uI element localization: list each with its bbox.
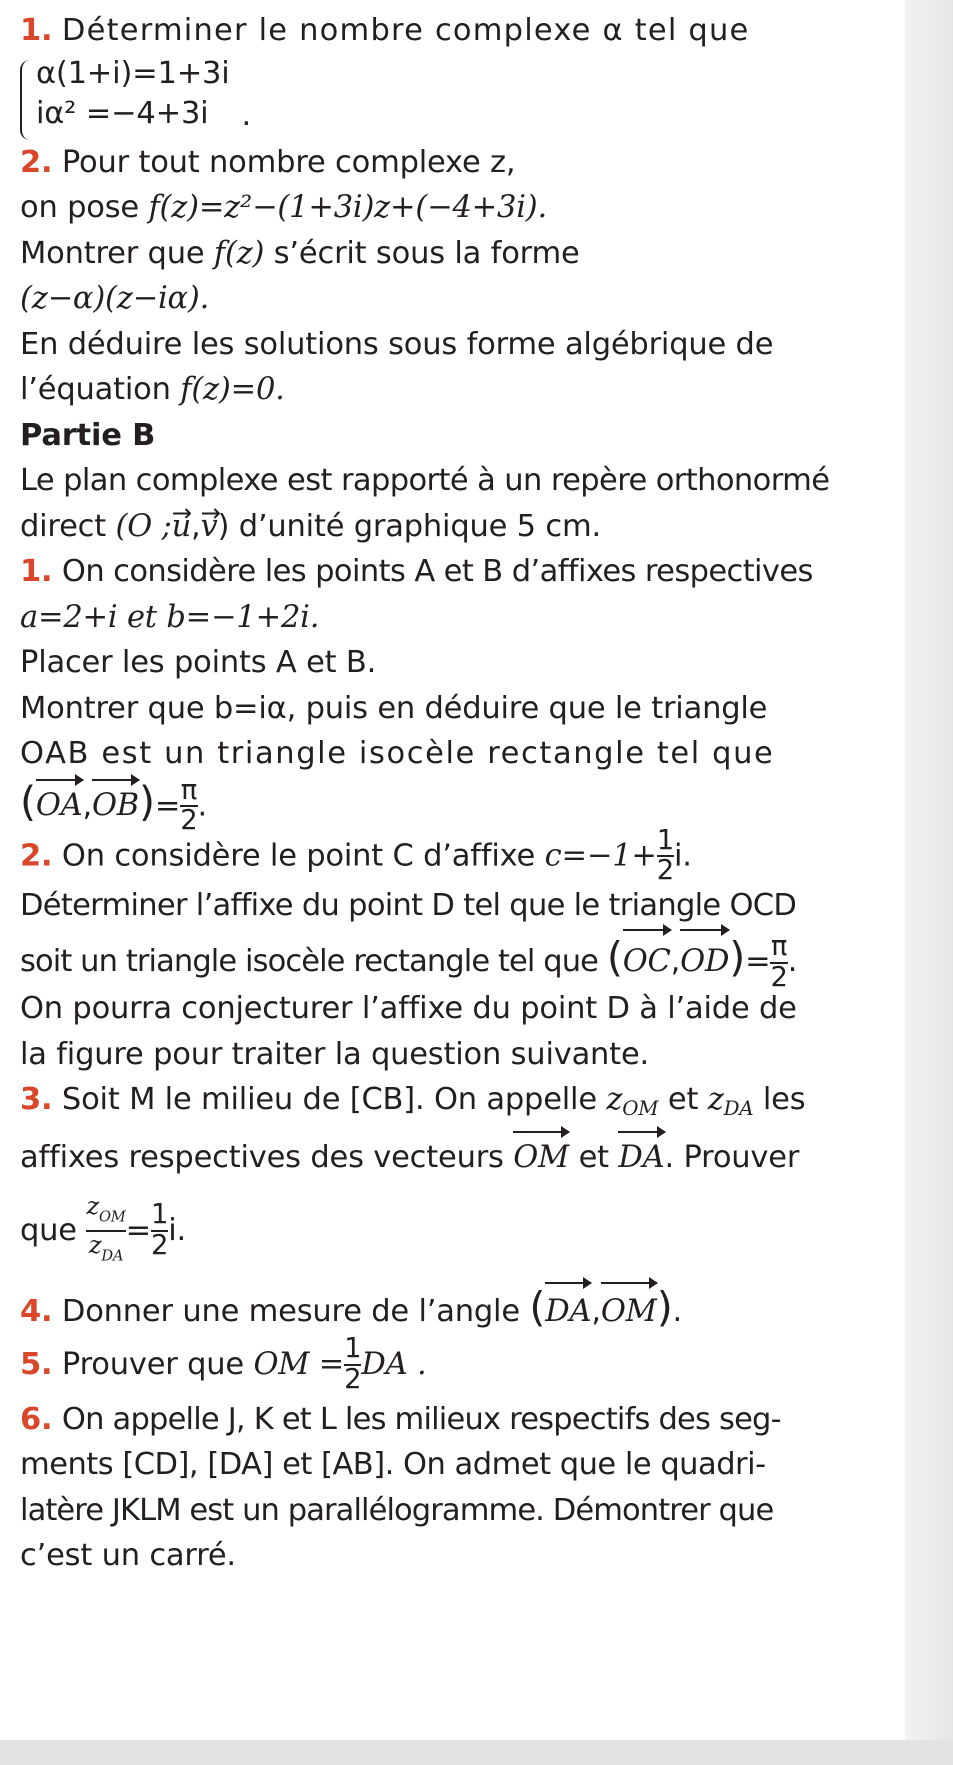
numerator: 1 <box>344 1333 362 1365</box>
text-line <box>20 504 890 550</box>
formula: z <box>606 1082 623 1117</box>
text-line <box>20 322 890 368</box>
text-line <box>20 731 890 777</box>
question-number: 1. <box>20 554 53 589</box>
text: En déduire les solutions sous forme algébrique de <box>20 326 774 362</box>
question-text: On considère les points A et B d’affixes respectives <box>61 554 813 589</box>
question-b3 <box>20 1077 890 1131</box>
text: . Prouver <box>664 1140 800 1175</box>
system-rows <box>36 54 230 134</box>
fraction <box>656 824 675 887</box>
numerator: $z_{OM}$ <box>86 1191 126 1226</box>
text: Montrer que b=iα, puis en déduire que le triangle <box>20 690 768 726</box>
formula: a=2+i et b=−1+2i. <box>20 599 320 635</box>
text: i. <box>168 1212 186 1248</box>
question-text: On appelle J, K et L les milieux respectifs des seg- <box>61 1401 781 1437</box>
vector-DA: DA <box>545 1282 591 1338</box>
text-line <box>20 686 890 732</box>
text: soit un triangle isocèle rectangle tel que <box>20 944 607 979</box>
vector-OA: OA <box>36 779 83 829</box>
vector-u: → u <box>172 504 191 550</box>
text: on pose <box>20 190 149 225</box>
text: c’est un carré. <box>20 1538 236 1573</box>
question-number: 5. <box>20 1346 53 1382</box>
question-number: 1. <box>20 13 53 48</box>
question-a2 <box>20 140 890 186</box>
question-text: Soit M le milieu de [CB]. On appelle <box>61 1082 607 1117</box>
system-period: . <box>241 97 252 133</box>
question-number: 2. <box>20 837 53 873</box>
section-heading: Partie B <box>20 417 156 453</box>
question-text: Prouver que <box>61 1346 254 1382</box>
page-shadow-bottom <box>0 1740 953 1765</box>
text: . <box>672 1293 683 1329</box>
formula: f(z)=z²−(1+3i)z+(−4+3i). <box>148 190 547 225</box>
denominator: 2 <box>344 1364 362 1395</box>
text: Déterminer l’affixe du point D tel que le triangle OCD <box>20 887 797 923</box>
formula: c=−1+ <box>544 837 657 873</box>
subscript-OM: OM <box>622 1096 659 1120</box>
text-line <box>20 986 890 1032</box>
numerator: π <box>770 930 788 962</box>
question-text: Déterminer le nombre complexe α tel que <box>61 13 750 48</box>
vector-DA: DA <box>618 1131 664 1181</box>
text: . <box>787 944 798 979</box>
numerator: π <box>180 774 198 806</box>
formula: OM = <box>253 1346 345 1382</box>
question-a1 <box>20 8 890 54</box>
text-line <box>20 367 890 413</box>
text: et <box>569 1140 619 1175</box>
question-b5 <box>20 1333 890 1397</box>
formula: DA . <box>361 1346 427 1382</box>
text-line <box>20 231 890 277</box>
system-row-2: iα² =−4+3i <box>36 95 209 131</box>
text: d’unité graphique 5 cm. <box>229 508 601 544</box>
text: que <box>20 1212 87 1248</box>
numerator: 1 <box>150 1199 169 1231</box>
text: l’équation <box>20 372 181 407</box>
vector-OM: OM <box>513 1131 569 1181</box>
text: les <box>753 1082 806 1117</box>
question-number: 2. <box>20 144 53 180</box>
ratio-formula <box>20 1181 890 1281</box>
angle-formula: (OA,OB)= $\frac{\pi}{2}$ . <box>20 774 208 837</box>
vector-OD: OD <box>680 929 729 991</box>
question-b6 <box>20 1397 890 1443</box>
subscript-DA: DA <box>723 1096 754 1120</box>
question-b4: 4. Donner une mesure de l’angle (DA,OM). <box>20 1281 890 1333</box>
formula: f(z) <box>213 235 265 271</box>
denominator: 2 <box>180 805 198 837</box>
formula: f(z)=0. <box>180 372 285 407</box>
question-text: Pour tout nombre complexe z, <box>61 144 516 180</box>
text-line <box>20 1488 890 1534</box>
text: OAB est un triangle isocèle rectangle tel que <box>20 736 775 771</box>
equation-system <box>20 54 890 140</box>
vector-OB: OB <box>92 779 139 829</box>
text: et <box>658 1082 708 1117</box>
denominator: $z_{DA}$ <box>86 1230 125 1269</box>
formula: (O ; <box>115 508 172 544</box>
text-line <box>20 883 890 929</box>
text-line <box>20 458 890 504</box>
formula: (z−α)(z−iα). <box>20 281 210 316</box>
formula: z <box>707 1082 724 1117</box>
text-line <box>20 595 890 641</box>
text-line <box>20 276 890 322</box>
fraction <box>86 1193 125 1269</box>
text: affixes respectives des vecteurs <box>20 1140 514 1175</box>
text: i. <box>674 837 692 873</box>
text-line <box>20 1032 890 1078</box>
numerator: 1 <box>656 824 675 856</box>
question-number: 6. <box>20 1401 53 1437</box>
exercise-text <box>20 8 890 1579</box>
left-brace <box>20 60 32 140</box>
text: = <box>125 1212 151 1248</box>
text: s’écrit sous la forme <box>264 235 580 271</box>
text: . <box>197 787 208 823</box>
text-line <box>20 1442 890 1488</box>
text-line <box>20 185 890 231</box>
text: , <box>191 508 201 544</box>
text: latère JKLM est un parallélogramme. Démontrer que <box>20 1492 774 1528</box>
text: la figure pour traiter la question suivante. <box>20 1036 650 1072</box>
text: ments [CD], [DA] et [AB]. On admet que le quadri- <box>20 1447 766 1482</box>
text-line <box>20 640 890 686</box>
fraction <box>770 930 788 993</box>
text: Le plan complexe est rapporté à un repère orthonormé <box>20 463 830 498</box>
system-row-1: α(1+i)=1+3i <box>36 55 230 91</box>
question-b2 <box>20 824 890 887</box>
text: ) <box>217 508 230 544</box>
question-text: Donner une mesure de l’angle <box>61 1293 530 1329</box>
text: = <box>154 787 181 823</box>
question-b1 <box>20 549 890 595</box>
fraction <box>151 1201 168 1261</box>
page-shadow-right <box>905 0 953 1765</box>
text: Placer les points A et B. <box>20 645 377 680</box>
text-line <box>20 1131 890 1181</box>
question-number: 4. <box>20 1293 53 1329</box>
denominator: 2 <box>770 961 788 993</box>
text-line: soit un triangle isocèle rectangle tel que (OC,OD)= $\frac{\pi}{2}$ . <box>20 930 798 993</box>
vector-v: → v <box>201 504 218 550</box>
text-line <box>20 1533 890 1579</box>
question-number: 3. <box>20 1082 53 1117</box>
vector-OC: OC <box>623 929 671 991</box>
question-text: On considère le point C d’affixe <box>61 837 545 873</box>
fraction <box>344 1335 361 1395</box>
text: direct <box>20 508 116 544</box>
text: On pourra conjecturer l’affixe du point D à l’aide de <box>20 991 797 1026</box>
text: Montrer que <box>20 235 214 271</box>
denominator: 2 <box>656 855 675 887</box>
vector-OM: OM <box>601 1282 657 1338</box>
denominator: 2 <box>150 1230 169 1261</box>
